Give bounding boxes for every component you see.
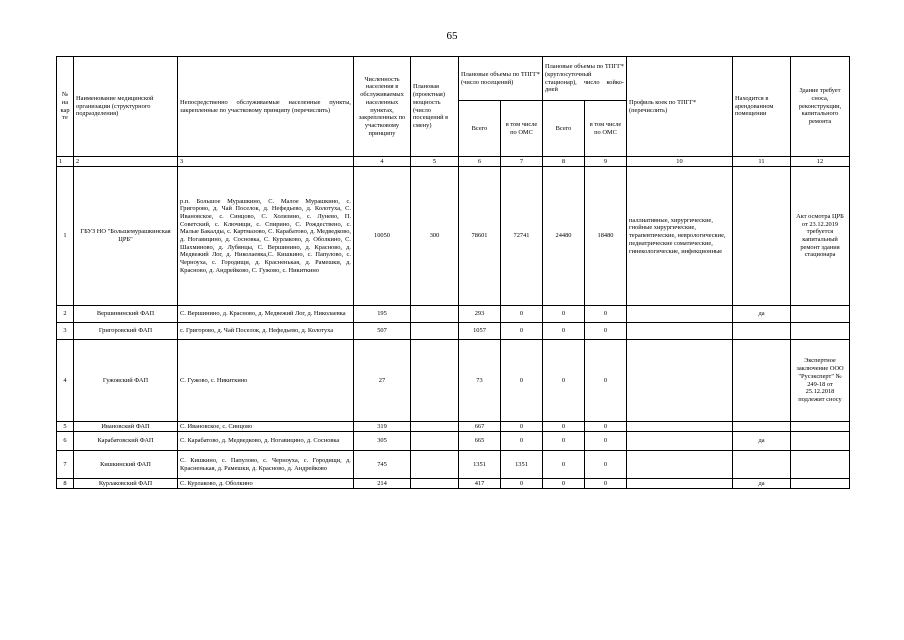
visits-total: 293: [459, 306, 501, 323]
beddays-total: 0: [543, 432, 585, 451]
visits-total: 1351: [459, 451, 501, 479]
rented: [733, 323, 791, 340]
population: 214: [354, 479, 411, 489]
col-number-9: 9: [585, 157, 627, 167]
repair-status: Акт осмотра ЦРБ от 23.12.2019 требуется капитальный ремонт здания стационара: [791, 167, 850, 306]
bed-profile: [627, 422, 733, 432]
table-row: [57, 306, 850, 323]
header-visits-oms: в том числе по ОМС: [501, 101, 543, 157]
population: 195: [354, 306, 411, 323]
repair-status: [791, 323, 850, 340]
rented: да: [733, 306, 791, 323]
col-number-1: 1: [57, 157, 74, 167]
org-name: Курлаковский ФАП: [74, 479, 178, 489]
col-number-10: 10: [627, 157, 733, 167]
row-number: 5: [57, 422, 74, 432]
settlements: С. Ивановское, с. Синцово: [178, 422, 354, 432]
visits-oms: 0: [501, 323, 543, 340]
population: 507: [354, 323, 411, 340]
bed-profile: [627, 451, 733, 479]
org-name: Ивановский ФАП: [74, 422, 178, 432]
population: 305: [354, 432, 411, 451]
beddays-total: 0: [543, 422, 585, 432]
capacity: [411, 340, 459, 422]
settlements: С. Кишкино, с. Папулово, с. Черноуха, с. Городищи, д. Красненькая, д. Рамешки, д. Красново, д. Андрейково: [178, 451, 354, 479]
capacity: [411, 479, 459, 489]
header-beddays-oms: в том числе по ОМС: [585, 101, 627, 157]
col-number-3: 3: [178, 157, 354, 167]
table-row: [57, 167, 850, 306]
capacity: [411, 306, 459, 323]
header-org-name: Наименование медицинской организации (структурного подразделения): [74, 57, 178, 157]
bed-profile: [627, 306, 733, 323]
population: 745: [354, 451, 411, 479]
beddays-oms: 0: [585, 479, 627, 489]
table-row: [57, 340, 850, 422]
table-row: [57, 323, 850, 340]
beddays-total: 0: [543, 323, 585, 340]
org-name: Григоровский ФАП: [74, 323, 178, 340]
rented: [733, 451, 791, 479]
rented: да: [733, 479, 791, 489]
bed-profile: паллиативные, хирургические, гнойные хирургические, терапевтические, неврологические, педиатрические соматические, гинекологические, инфекционные: [627, 167, 733, 306]
beddays-total: 0: [543, 306, 585, 323]
repair-status: [791, 422, 850, 432]
org-name: Вершининский ФАП: [74, 306, 178, 323]
row-number: 2: [57, 306, 74, 323]
visits-oms: 0: [501, 479, 543, 489]
settlements: с. Григорово, д. Чай Поселок, д. Нефедьево, д. Колотуха: [178, 323, 354, 340]
header-visits: Плановые объемы по ТПГГ* (число посещений): [459, 57, 543, 101]
row-number: 6: [57, 432, 74, 451]
facilities-table: [56, 56, 850, 489]
rented: [733, 340, 791, 422]
header-beddays-total: Всего: [543, 101, 585, 157]
table-row: [57, 432, 850, 451]
visits-oms: 0: [501, 432, 543, 451]
settlements: р.п. Большое Мурашкино, С. Малое Мурашкино, с. Григорово, д. Чай Поселок, д. Нефедьево, д. Колотуха, С. Ивановское, с. Синцово, С. Холязино, с. Лунево, П. Советский, с. Ключищи, с. Спирино, С. Рождествено, с. Малые Бакалды, с. Картмазово, С. Карабатово, д. Медведково, д. Ногавицино, д. Сосновка, С. Курлаково, д. Оболкино, С. Шахминово, д. Лубянцы, С. Вершинино, д. Красново, д. Медвежий Лог, д. Николаевка,С. Кишкино, с. Папулово, с. Черноуха, с. Городищи, д. Красненькая, д. Рамешки, д. Красново, д. Андрейково, С. Гужово, с. Никиткино: [178, 167, 354, 306]
capacity: 300: [411, 167, 459, 306]
population: 10050: [354, 167, 411, 306]
visits-oms: 0: [501, 422, 543, 432]
population: 319: [354, 422, 411, 432]
header-beddays: Плановые объемы по ТПГГ* (круглосуточный стационар), число койко-дней: [543, 57, 627, 101]
repair-status: [791, 432, 850, 451]
col-number-5: 5: [411, 157, 459, 167]
header-rented: Находится в арендованном помещении: [733, 57, 791, 157]
org-name: ГБУЗ НО "Большемурашкинская ЦРБ": [74, 167, 178, 306]
table-row: [57, 422, 850, 432]
row-number: 7: [57, 451, 74, 479]
beddays-total: 0: [543, 340, 585, 422]
settlements: С. Гужово, с. Никиткино: [178, 340, 354, 422]
beddays-oms: 0: [585, 422, 627, 432]
visits-oms: 1351: [501, 451, 543, 479]
header-capacity: Плановая (проектная) мощность (число посещений в смену): [411, 57, 459, 157]
bed-profile: [627, 479, 733, 489]
col-number-7: 7: [501, 157, 543, 167]
col-number-11: 11: [733, 157, 791, 167]
beddays-total: 24480: [543, 167, 585, 306]
rented: [733, 167, 791, 306]
visits-total: 1057: [459, 323, 501, 340]
row-number: 8: [57, 479, 74, 489]
beddays-oms: 0: [585, 432, 627, 451]
col-number-12: 12: [791, 157, 850, 167]
repair-status: [791, 451, 850, 479]
capacity: [411, 432, 459, 451]
header-number: № на кар те: [57, 57, 74, 157]
capacity: [411, 422, 459, 432]
rented: [733, 422, 791, 432]
beddays-oms: 0: [585, 451, 627, 479]
visits-total: 73: [459, 340, 501, 422]
header-bed-profile: Профиль коек по ТПГГ* (перечислить): [627, 57, 733, 157]
capacity: [411, 323, 459, 340]
repair-status: [791, 306, 850, 323]
header-visits-total: Всего: [459, 101, 501, 157]
beddays-oms: 0: [585, 323, 627, 340]
bed-profile: [627, 432, 733, 451]
beddays-total: 0: [543, 479, 585, 489]
header-repair: Здание требует сноса, реконструкции, капитального ремонта: [791, 57, 850, 157]
org-name: Карабатовский ФАП: [74, 432, 178, 451]
settlements: С. Вершинино, д. Красново, д. Медвежий Лог, д. Николаевка: [178, 306, 354, 323]
repair-status: [791, 479, 850, 489]
table-header: [57, 57, 850, 167]
beddays-oms: 0: [585, 306, 627, 323]
beddays-oms: 0: [585, 340, 627, 422]
visits-total: 78601: [459, 167, 501, 306]
header-settlements: Непосредственно обслуживаемые населенные пункты, закрепленные по участковому принципу (перечислить): [178, 57, 354, 157]
table-row: [57, 479, 850, 489]
visits-oms: 72741: [501, 167, 543, 306]
col-number-2: 2: [74, 157, 178, 167]
settlements: С. Курлаково, д. Оболкино: [178, 479, 354, 489]
page-number: 65: [446, 30, 458, 42]
capacity: [411, 451, 459, 479]
row-number: 3: [57, 323, 74, 340]
bed-profile: [627, 340, 733, 422]
col-number-8: 8: [543, 157, 585, 167]
rented: да: [733, 432, 791, 451]
col-number-6: 6: [459, 157, 501, 167]
org-name: Кишкинский ФАП: [74, 451, 178, 479]
row-number: 4: [57, 340, 74, 422]
visits-total: 665: [459, 432, 501, 451]
beddays-total: 0: [543, 451, 585, 479]
settlements: С. Карабатово, д. Медведково, д. Ногавицино, д. Сосновка: [178, 432, 354, 451]
row-number: 1: [57, 167, 74, 306]
visits-oms: 0: [501, 340, 543, 422]
beddays-oms: 18480: [585, 167, 627, 306]
bed-profile: [627, 323, 733, 340]
table-row: [57, 451, 850, 479]
col-number-4: 4: [354, 157, 411, 167]
visits-total: 667: [459, 422, 501, 432]
org-name: Гужовский ФАП: [74, 340, 178, 422]
visits-oms: 0: [501, 306, 543, 323]
repair-status: Экспертное заключение ООО "Русэксперт" № 249-18 от 25.12.2018 подлежит сносу: [791, 340, 850, 422]
population: 27: [354, 340, 411, 422]
header-population: Численность населения в обслуживаемых населенных пунктах, закрепленных по участковому принципу: [354, 57, 411, 157]
visits-total: 417: [459, 479, 501, 489]
